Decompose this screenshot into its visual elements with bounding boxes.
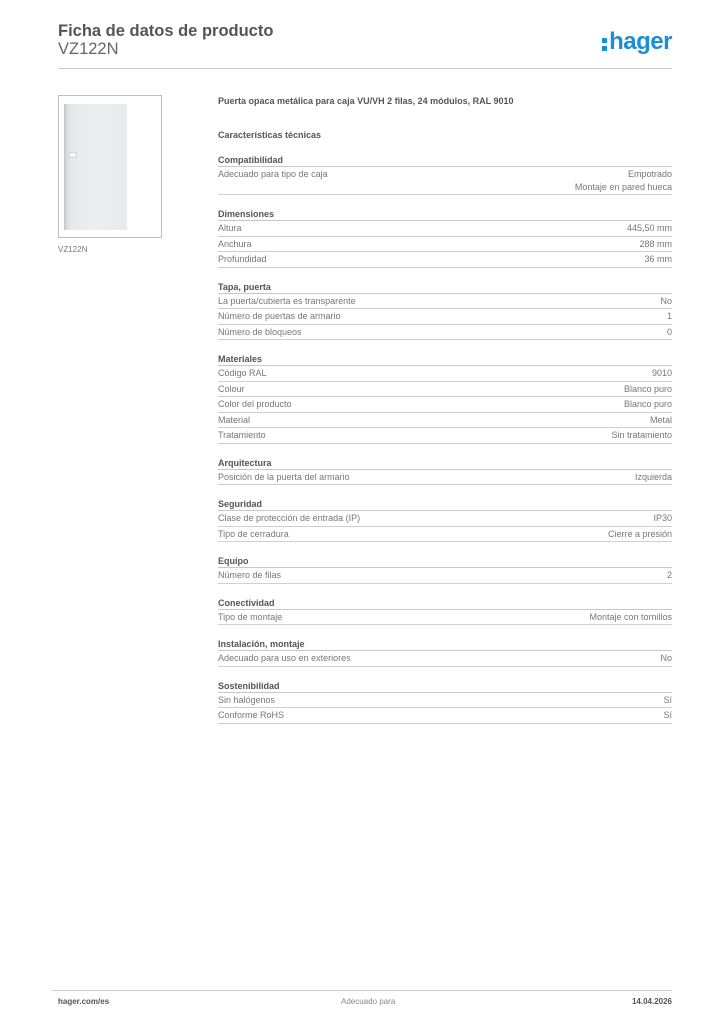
spec-label: Código RAL — [218, 368, 267, 378]
spec-label: Adecuado para uso en exteriores — [218, 653, 351, 663]
section-title: Equipo — [218, 554, 672, 568]
spec-value — [660, 295, 672, 308]
spec-row — [218, 366, 672, 382]
spec-section — [218, 280, 672, 341]
spec-value — [652, 367, 672, 380]
section-title: Instalación, montaje — [218, 637, 672, 651]
spec-value — [611, 429, 672, 442]
spec-value — [589, 611, 672, 624]
spec-value — [575, 168, 672, 193]
spec-section — [218, 207, 672, 268]
spec-label: La puerta/cubierta es transparente — [218, 295, 356, 306]
hager-logo — [602, 28, 672, 56]
spec-label: Posición de la puerta del armario — [218, 471, 350, 482]
spec-row — [218, 325, 672, 341]
spec-value-line: 1 — [666, 311, 672, 321]
spec-section — [218, 456, 672, 486]
spec-value-line: Blanco puro — [623, 399, 672, 409]
section-title: Dimensiones — [218, 207, 672, 221]
product-image — [58, 95, 162, 238]
spec-value-line: Montaje en pared hueca — [574, 181, 672, 192]
spec-row — [218, 428, 672, 444]
spec-row — [218, 511, 672, 527]
spec-value — [663, 709, 672, 722]
spec-section — [218, 497, 672, 542]
product-description: Puerta opaca metálica para caja VU/VH 2 filas, 24 módulos, RAL 9010 — [218, 96, 514, 106]
spec-label: Sin halógenos — [218, 694, 276, 705]
spec-value — [608, 528, 672, 541]
metal-door-icon — [64, 104, 127, 230]
spec-value-line: 288 mm — [639, 238, 672, 249]
spec-value — [667, 569, 672, 582]
spec-value-line: Sí — [663, 694, 672, 705]
logo-text: hager — [609, 28, 672, 55]
spec-value-line: Sin tratamiento — [611, 430, 672, 440]
section-title: Sostenibilidad — [218, 679, 672, 693]
spec-row — [218, 568, 672, 584]
spec-value — [667, 310, 672, 323]
spec-value-line: No — [660, 295, 672, 306]
spec-section — [218, 679, 672, 724]
spec-label: Colour — [218, 383, 245, 394]
spec-row — [218, 167, 672, 195]
section-title: Materiales — [218, 352, 672, 366]
spec-row — [218, 382, 672, 398]
spec-row — [218, 470, 672, 486]
hager-colon-logo-icon — [602, 38, 607, 51]
footer — [58, 997, 672, 1006]
spec-row — [218, 708, 672, 724]
spec-value-line: Empotrado — [627, 169, 672, 179]
spec-content — [218, 94, 672, 724]
spec-label: Tratamiento — [218, 430, 266, 440]
door-handle-icon — [69, 152, 77, 158]
spec-value-line: 2 — [666, 570, 672, 580]
spec-value-line: 0 — [666, 326, 672, 337]
spec-value-line: Izquierda — [634, 471, 672, 482]
spec-label: Tipo de montaje — [218, 611, 283, 622]
spec-row — [218, 527, 672, 543]
spec-row — [218, 237, 672, 253]
tech-specs-heading: Características técnicas — [218, 130, 322, 140]
spec-label: Color del producto — [218, 399, 292, 409]
header — [58, 22, 672, 70]
spec-value-line: Sí — [663, 710, 672, 720]
spec-value — [663, 694, 672, 707]
spec-value-line: Cierre a presión — [607, 528, 672, 539]
spec-section — [218, 554, 672, 584]
header-divider — [58, 68, 672, 69]
footer-site-link[interactable]: hager.com/es — [58, 997, 110, 1006]
spec-value — [627, 222, 672, 235]
spec-label: Conforme RoHS — [218, 710, 285, 720]
spec-value — [635, 471, 672, 484]
spec-row — [218, 252, 672, 268]
section-title: Compatibilidad — [218, 153, 672, 167]
product-code: VZ122N — [58, 40, 119, 58]
spec-value — [639, 238, 672, 251]
footer-date: 14.04.2026 — [631, 997, 672, 1006]
spec-row — [218, 693, 672, 709]
spec-value — [624, 383, 672, 396]
spec-value — [650, 414, 672, 427]
page-title: Ficha de datos de producto — [58, 22, 274, 40]
spec-section — [218, 352, 672, 444]
footer-note: Adecuado para — [341, 997, 396, 1006]
spec-label: Material — [218, 414, 251, 425]
spec-section — [218, 153, 672, 195]
spec-row — [218, 397, 672, 413]
spec-value — [660, 652, 672, 665]
spec-value — [667, 326, 672, 339]
section-title: Conectividad — [218, 596, 672, 610]
spec-section — [218, 637, 672, 667]
footer-divider — [52, 990, 672, 991]
spec-label: Tipo de cerradura — [218, 528, 289, 539]
spec-value-line: 445,50 mm — [626, 223, 672, 233]
spec-value — [624, 398, 672, 411]
spec-section — [218, 596, 672, 626]
spec-row — [218, 651, 672, 667]
spec-value-line: Montaje con tornillos — [589, 611, 672, 622]
spec-row — [218, 610, 672, 626]
spec-row — [218, 221, 672, 237]
spec-row — [218, 309, 672, 325]
product-image-caption: VZ122N — [58, 245, 88, 254]
spec-label: Clase de protección de entrada (IP) — [218, 513, 361, 523]
spec-value-line: 36 mm — [644, 254, 672, 264]
spec-value-line: No — [660, 653, 672, 663]
spec-value — [653, 512, 672, 525]
spec-label: Adecuado para tipo de caja — [218, 169, 328, 179]
spec-value-line: Metal — [649, 414, 672, 425]
section-title: Arquitectura — [218, 456, 672, 470]
spec-label: Número de bloqueos — [218, 326, 302, 337]
spec-label: Profundidad — [218, 254, 267, 264]
spec-row — [218, 294, 672, 310]
spec-sections — [218, 153, 672, 724]
spec-value-line: IP30 — [653, 513, 672, 523]
spec-value-line: 9010 — [651, 368, 672, 378]
spec-label: Número de puertas de armario — [218, 311, 341, 321]
spec-value — [644, 253, 672, 266]
spec-label: Anchura — [218, 238, 252, 249]
spec-row — [218, 413, 672, 429]
section-title: Seguridad — [218, 497, 672, 511]
section-title: Tapa, puerta — [218, 280, 672, 294]
spec-label: Número de filas — [218, 570, 282, 580]
spec-label: Altura — [218, 223, 242, 233]
spec-value-line: Blanco puro — [623, 383, 672, 394]
